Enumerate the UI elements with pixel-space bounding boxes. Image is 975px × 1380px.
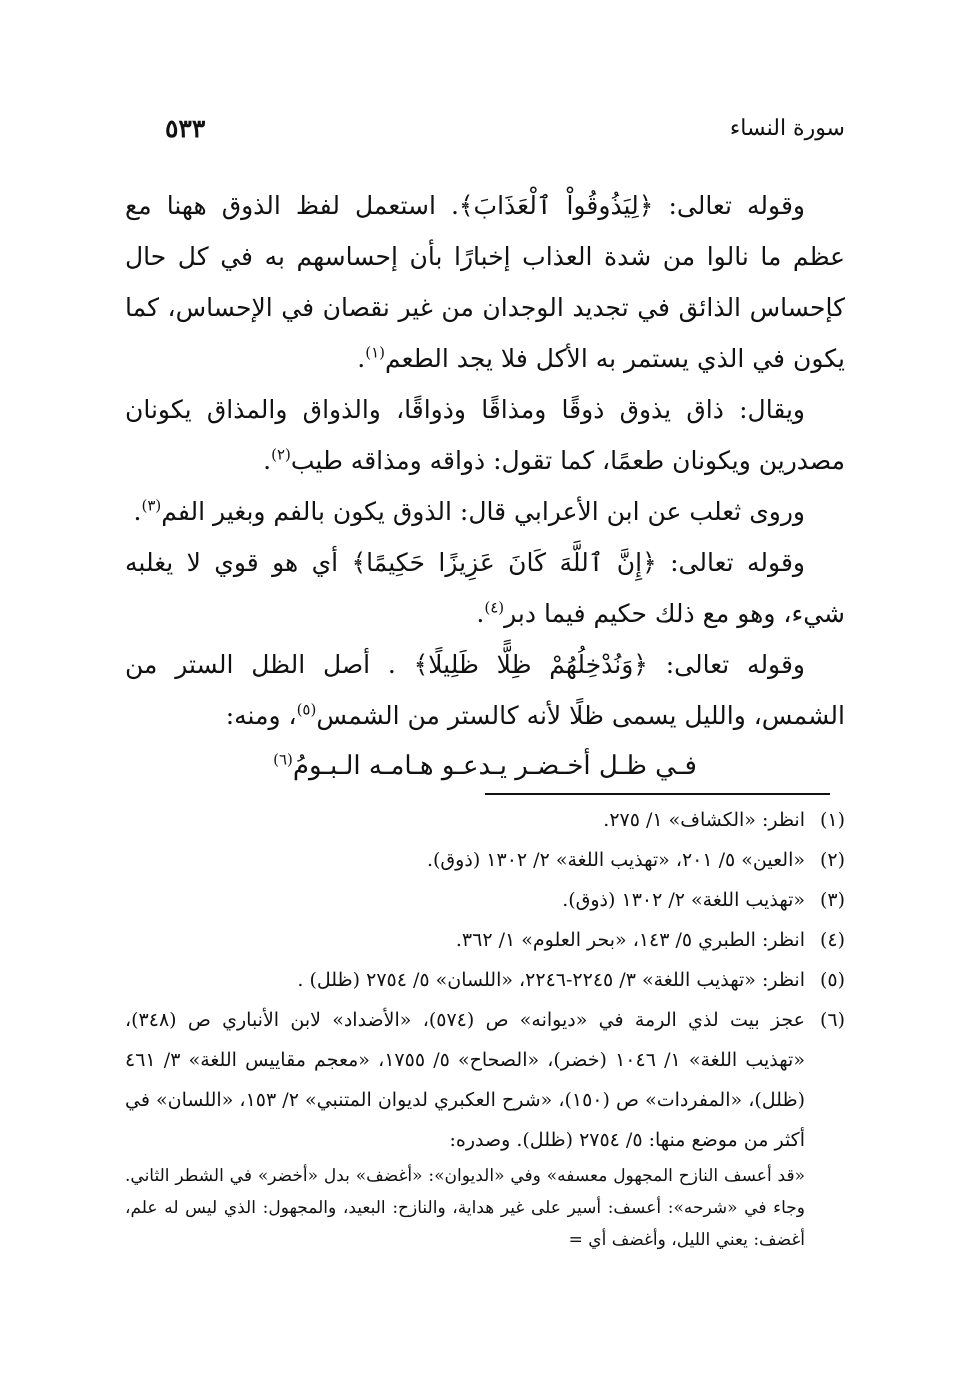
- verse-text: فـي ظـل أخـضـر يـدعـو هـامـه الـبـومُ: [292, 751, 697, 781]
- paragraph-text: وقوله تعالى: ﴿إِنَّ ٱللَّهَ كَانَ عَزِيزًا حَكِيمًا﴾ أي هو قوي لا يغلبه شيء، وهو مع ذلك حكيم فيما دبر: [125, 548, 845, 628]
- paragraph-text: ويقال: ذاق يذوق ذوقًا ومذاقًا وذواقًا، والذواق والمذاق يكونان مصدرين ويكونان طعمًا، كما تقول: ذواقه ومذاقه طيب: [125, 395, 845, 475]
- page-header: [165, 108, 845, 148]
- footnote: [125, 920, 845, 960]
- paragraph: [125, 639, 845, 741]
- footnote: [125, 840, 845, 880]
- paragraph: [125, 384, 845, 486]
- footnote-number: (٦): [819, 1009, 845, 1031]
- footnote-continuation-text: «قد أعسف النازح المجهول معسفه» وفي «الديوان»: «أغضف» بدل «أخضر» في الشطر الثاني. وجاء في «شرحه»: أعسف: أسير على غير هداية، والنازح: البعيد، والمجهول: الذي ليس له علم، أغضف: يعني الليل، وأغضف أي =: [125, 1166, 805, 1250]
- footnote-ref: (٦): [273, 750, 293, 769]
- paragraph-end: .: [263, 446, 272, 475]
- footnote-ref: (٣): [141, 496, 162, 515]
- footnote-ref: (٤): [484, 598, 505, 617]
- footnote-text: انظر: «الكشاف» ١/ ٢٧٥.: [603, 809, 805, 831]
- footnote-divider: [485, 793, 830, 795]
- footnote-text: انظر: الطبري ٥/ ١٤٣، «بحر العلوم» ١/ ٣٦٢.: [455, 929, 805, 951]
- footnote-text: «تهذيب اللغة» ٢/ ١٣٠٢ (ذوق).: [562, 889, 805, 911]
- footnote-number: (١): [819, 809, 845, 831]
- paragraph: [125, 537, 845, 639]
- footnote: [125, 800, 845, 840]
- page-number: ٥٣٣: [165, 113, 206, 143]
- footnote: [125, 1000, 845, 1160]
- paragraph-end: .: [476, 599, 485, 628]
- main-text: [125, 180, 845, 792]
- footnote-ref: (٢): [271, 445, 291, 464]
- paragraph-end: ، ومنه:: [225, 701, 297, 730]
- surah-title: سورة النساء: [729, 115, 845, 141]
- paragraph: [125, 180, 845, 384]
- footnote: [125, 880, 845, 920]
- footnote-ref: (١): [365, 343, 386, 362]
- footnote-continuation: [125, 1160, 845, 1256]
- footnote-number: (٢): [819, 849, 845, 871]
- footnote-text: انظر: «تهذيب اللغة» ٣/ ٢٢٤٥-٢٢٤٦، «اللسان» ٥/ ٢٧٥٤ (ظلل) .: [297, 969, 805, 991]
- footnote-number: (٤): [819, 929, 845, 951]
- footnote-text: «العين» ٥/ ٢٠١، «تهذيب اللغة» ٢/ ١٣٠٢ (ذوق).: [426, 849, 805, 871]
- paragraph-text: وقوله تعالى: ﴿لِيَذُوقُواْ ٱلْعَذَابَ﴾. استعمل لفظ الذوق ههنا مع عظم ما نالوا من شدة العذاب إخبارًا بأن إحساسهم به في كل حال كإحساس الذائق في تجديد الوجدان من غير نقصان في الإحساس، كما يكون في الذي يستمر به الأكل فلا يجد الطعم: [125, 191, 845, 373]
- paragraph-end: .: [357, 344, 366, 373]
- footnotes: [125, 800, 845, 1256]
- footnote: [125, 960, 845, 1000]
- footnote-number: (٣): [819, 889, 845, 911]
- paragraph: [125, 486, 845, 537]
- footnote-ref: (٥): [296, 700, 317, 719]
- paragraph-end: .: [133, 497, 142, 526]
- footnote-number: (٥): [819, 969, 845, 991]
- paragraph-text: وروى ثعلب عن ابن الأعرابي قال: الذوق يكون بالفم وبغير الفم: [161, 497, 805, 526]
- poetry-verse: [125, 741, 845, 792]
- footnote-text: عجز بيت لذي الرمة في «ديوانه» ص (٥٧٤)، «الأضداد» لابن الأنباري ص (٣٤٨)، «تهذيب اللغة» ١/ ١٠٤٦ (خضر)، «الصحاح» ٥/ ١٧٥٥، «معجم مقاييس اللغة» ٣/ ٤٦١ (ظلل)، «المفردات» ص (١٥٠)، «شرح العكبري لديوان المتنبي» ٢/ ١٥٣، «اللسان» في أكثر من موضع منها: ٥/ ٢٧٥٤ (ظلل). وصدره:: [125, 1009, 805, 1151]
- paragraph-text: وقوله تعالى: ﴿وَنُدْخِلُهُمْ ظِلًّا ظَلِيلًا﴾ . أصل الظل الستر من الشمس، والليل يسمى ظلًا لأنه كالستر من الشمس: [125, 650, 845, 730]
